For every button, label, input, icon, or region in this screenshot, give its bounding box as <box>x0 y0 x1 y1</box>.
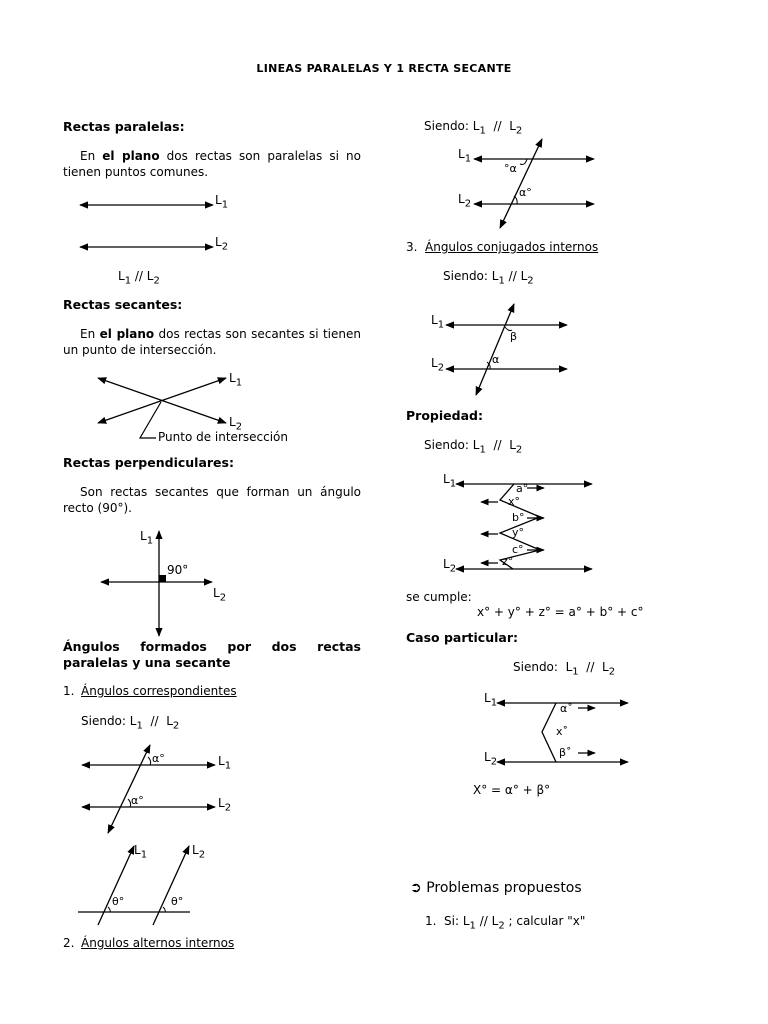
theta-angle-label: θ° <box>112 895 125 908</box>
bold-text: el plano <box>99 327 155 341</box>
text: dos rectas son paralelas si no tienen puntos comunes. <box>63 149 361 179</box>
text: L <box>166 714 173 728</box>
heading-angulos: Ángulos formados por dos rectas paralelas y una secante <box>63 639 361 670</box>
text: Siendo: <box>81 714 126 728</box>
subscript: 2 <box>224 802 232 814</box>
heading-rectas-perpendiculares: Rectas perpendiculares: <box>63 455 234 470</box>
subscript: 1 <box>140 849 148 861</box>
subscript: 1 <box>437 319 445 331</box>
subscript: 2 <box>219 592 227 604</box>
subscript: 1 <box>490 697 498 709</box>
alpha-angle-label: α˚ <box>560 702 573 715</box>
subscript: 2 <box>449 563 457 575</box>
subscript: 1 <box>469 920 476 932</box>
x-angle-label: x˚ <box>556 725 569 738</box>
intersection-label: Punto de intersección <box>158 430 288 444</box>
text: L <box>129 714 137 728</box>
text: Problemas propuestos <box>426 880 582 896</box>
text: L <box>458 192 465 206</box>
angle-a-label: a° <box>516 482 529 495</box>
problemas-heading <box>410 880 582 896</box>
theta-angle-label: θ° <box>171 895 184 908</box>
subscript: 1 <box>449 478 457 490</box>
subscript: 2 <box>498 920 505 932</box>
text: L <box>472 119 480 133</box>
text: // <box>508 269 517 283</box>
subscript: 2 <box>527 275 534 287</box>
subscript: 2 <box>221 241 229 253</box>
text: L <box>484 691 491 705</box>
text: Siendo: <box>424 438 469 452</box>
text: L <box>565 660 573 674</box>
item-2-number: 2. <box>63 936 75 950</box>
alpha-angle-label: α <box>492 353 500 366</box>
text: ° <box>504 162 510 175</box>
text: En <box>80 327 100 341</box>
item-1-number: 1. <box>63 684 75 698</box>
text: α <box>509 162 517 175</box>
beta-angle-label: β <box>510 330 518 343</box>
text: dos rectas son secantes si tienen un punto de intersección. <box>63 327 361 357</box>
text: Siendo: <box>424 119 469 133</box>
text: L <box>146 269 154 283</box>
item-3-title: Ángulos conjugados internos <box>425 240 599 254</box>
text: L <box>215 235 222 249</box>
subscript: 1 <box>479 125 486 137</box>
se-cumple-label: se cumple: <box>406 590 472 604</box>
text: Siendo: <box>443 269 488 283</box>
text: L <box>140 529 147 543</box>
subscript: 1 <box>224 760 232 772</box>
perpendiculares-definition: Son rectas secantes que forman un ángulo recto (90°). <box>63 485 361 515</box>
subscript: 2 <box>515 125 523 137</box>
text: Si: <box>444 914 463 928</box>
heading-caso-particular: Caso particular: <box>406 630 518 645</box>
subscript: 2 <box>153 275 160 287</box>
label-L2 <box>484 749 497 770</box>
bold-text: el plano <box>102 149 160 163</box>
subscript: 2 <box>464 198 472 210</box>
text: L <box>229 415 236 429</box>
angle-y-label: y° <box>512 526 525 539</box>
subscript: 1 <box>221 199 229 211</box>
subscript: 2 <box>490 756 498 768</box>
text: Siendo: <box>513 660 558 674</box>
subscript: 1 <box>136 720 143 732</box>
subscript: 1 <box>146 535 154 547</box>
text: L <box>472 438 480 452</box>
angle-c-label: c° <box>512 543 524 556</box>
text: // <box>479 914 488 928</box>
subscript: 2 <box>515 444 523 456</box>
beta-angle-label: β˚ <box>559 746 572 759</box>
angle-x-label: x° <box>508 495 521 508</box>
subscript: 2 <box>235 421 243 433</box>
text: L <box>520 269 528 283</box>
angle-90-label: 90° <box>167 563 189 577</box>
subscript: 1 <box>479 444 486 456</box>
subscript: 1 <box>464 153 472 165</box>
text: L <box>192 843 199 857</box>
text: L <box>458 147 465 161</box>
text: L <box>431 313 438 327</box>
heading-rectas-secantes: Rectas secantes: <box>63 297 183 312</box>
subscript: 1 <box>235 377 243 389</box>
text: // <box>493 119 502 133</box>
subscript: 2 <box>198 849 206 861</box>
property-formula: x° + y° + z° = a° + b° + c° <box>477 605 644 619</box>
subscript: 1 <box>498 275 505 287</box>
text: L <box>218 796 225 810</box>
text: L <box>229 371 236 385</box>
special-case-formula: X° = α° + β° <box>473 783 551 797</box>
subscript: 1 <box>572 666 579 678</box>
heading-rectas-paralelas: Rectas paralelas: <box>63 119 185 134</box>
text: L <box>491 269 499 283</box>
subscript: 2 <box>172 720 180 732</box>
text: L <box>443 557 450 571</box>
text: L <box>213 586 220 600</box>
angle-z-label: z° <box>502 555 514 568</box>
text: L <box>218 754 225 768</box>
text: // <box>131 269 147 283</box>
text: L <box>215 193 222 207</box>
alpha-angle-label: α° <box>152 752 165 765</box>
text: L <box>134 843 141 857</box>
text: L <box>602 660 609 674</box>
text: L <box>443 472 450 486</box>
label-L1 <box>484 690 497 711</box>
page-title: LINEAS PARALELAS Y 1 RECTA SECANTE <box>256 62 512 75</box>
angle-b-label: b° <box>512 511 525 524</box>
text: ; calcular "x" <box>504 914 586 928</box>
zigzag-line <box>542 703 556 762</box>
item-3-number: 3. <box>406 240 418 254</box>
text: // <box>586 660 595 674</box>
item-1-title: Ángulos correspondientes <box>81 684 237 698</box>
text: // <box>493 438 502 452</box>
text: L <box>509 438 516 452</box>
problem-1-text <box>444 913 585 934</box>
text: En <box>80 149 103 163</box>
text: L <box>118 269 125 283</box>
text: L <box>431 356 438 370</box>
text: L <box>484 750 491 764</box>
alpha-angle-label: α° <box>519 186 532 199</box>
subscript: 2 <box>608 666 616 678</box>
arrow-bullet-icon: ➲ <box>410 880 422 896</box>
text: L <box>491 914 499 928</box>
subscript: 1 <box>124 275 132 287</box>
text: L <box>509 119 516 133</box>
heading-propiedad: Propiedad: <box>406 408 483 423</box>
problem-1-number: 1. <box>425 914 437 928</box>
item-2-title: Ángulos alternos internos <box>81 936 235 950</box>
subscript: 2 <box>437 362 445 374</box>
alpha-angle-label: α° <box>131 794 144 807</box>
text: L <box>462 914 470 928</box>
text: // <box>150 714 159 728</box>
